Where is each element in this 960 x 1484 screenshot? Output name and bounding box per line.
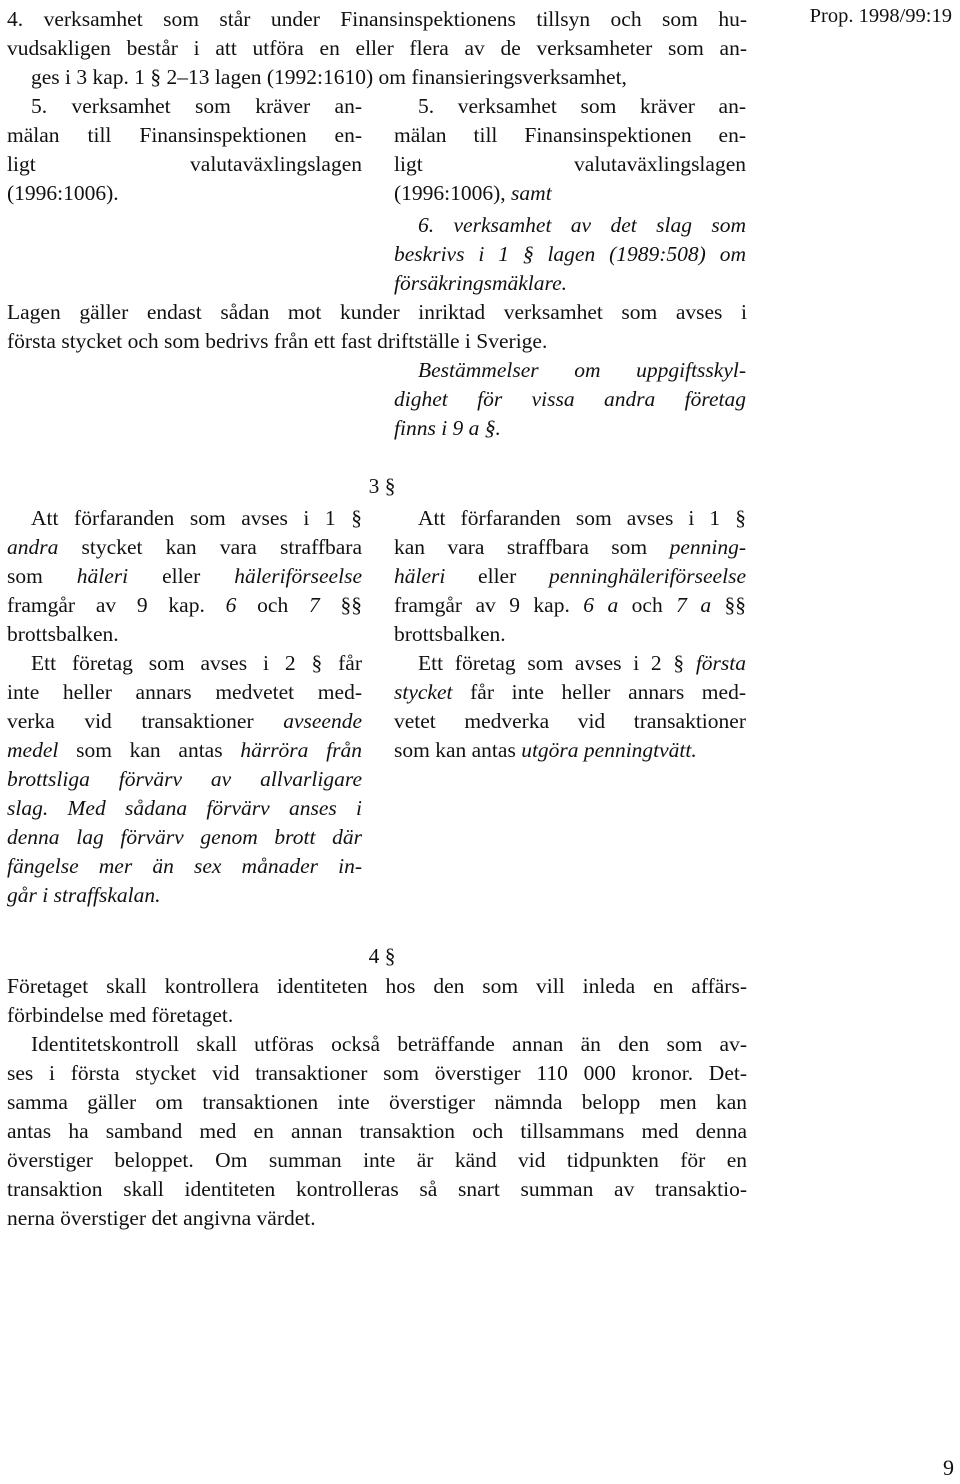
text-line: ligt valutaväxlingslagen <box>7 152 362 176</box>
text-line <box>7 620 362 649</box>
text-run-italic: medel <box>7 738 59 762</box>
text-line: 6. verksamhet av det slag som <box>418 213 746 237</box>
text-line <box>394 591 746 620</box>
text-line <box>394 504 746 533</box>
text-line: 5. verksamhet som kräver an- <box>418 94 746 118</box>
right-item-6 <box>394 211 746 298</box>
text-run-italic: 6 <box>225 593 237 617</box>
text-line: Företaget skall kontrollera identiteten hos den som vill inleda en affärs- <box>7 974 747 998</box>
text-run: som <box>7 564 77 588</box>
text-line <box>7 562 362 591</box>
text-run: inte heller annars medvetet med- <box>7 680 362 704</box>
text-line: (1996:1006). <box>7 181 119 205</box>
text-run: vetet medverka vid transaktioner <box>394 709 746 733</box>
text-line: Bestämmelser om uppgiftsskyl- <box>418 358 746 382</box>
text-run: får inte heller annars med- <box>452 680 746 704</box>
text-run: som kan antas <box>58 738 241 762</box>
right-note <box>394 356 746 443</box>
text-run: §§ <box>711 593 747 617</box>
section-3-right-column <box>394 504 746 765</box>
text-run: brottsbalken. <box>7 622 119 646</box>
text-run-italic: 7 <box>308 593 320 617</box>
text-run: Ett företag som avses i 2 § får <box>31 651 362 675</box>
scope-paragraph <box>7 298 747 356</box>
text-run: kan vara straffbara som <box>394 535 670 559</box>
text-run-italic: häleriförseelse <box>234 564 362 588</box>
text-line <box>394 179 746 208</box>
section-4-body <box>7 972 747 1233</box>
text-run-italic: avseende <box>283 709 362 733</box>
text-run-italic: samt <box>511 181 552 205</box>
text-line <box>394 736 746 765</box>
text-line <box>7 736 362 765</box>
text-run-italic: stycket <box>394 680 453 704</box>
text-line: första stycket och som bedrivs från ett fast driftställe i Sverige. <box>7 329 548 353</box>
text-line: 5. verksamhet som kräver an- <box>31 94 362 118</box>
text-run-italic: 7 a <box>676 593 712 617</box>
text-line <box>394 620 746 649</box>
text-line <box>7 649 362 678</box>
text-line <box>7 678 362 707</box>
text-run: verka vid transaktioner <box>7 709 284 733</box>
section-3-left-column <box>7 504 362 910</box>
text-line: samma gäller om transaktionen inte överstiger nämnda belopp men kan <box>7 1090 747 1114</box>
text-line <box>7 823 362 852</box>
text-run-italic: utgöra penningtvätt. <box>521 738 697 762</box>
text-line: beskrivs i 1 § lagen (1989:508) om <box>394 242 746 266</box>
text-line <box>7 707 362 736</box>
text-line: försäkringsmäklare. <box>394 271 567 295</box>
text-run-italic: härröra från <box>240 738 362 762</box>
section-4-heading: 4 § <box>368 944 396 968</box>
text-line <box>7 504 362 533</box>
text-line <box>7 794 362 823</box>
text-line: nerna överstiger det angivna värdet. <box>7 1206 316 1230</box>
text-line <box>394 707 746 736</box>
text-run: och <box>236 593 309 617</box>
text-line: förbindelse med företaget. <box>7 1003 234 1027</box>
text-line: 4. verksamhet som står under Finansinspektionens tillsyn och som hu- <box>7 7 747 31</box>
text-line <box>7 533 362 562</box>
text-line: ges i 3 kap. 1 § 2–13 lagen (1992:1610) om finansieringsverksamhet, <box>31 65 627 89</box>
text-line <box>7 765 362 794</box>
text-run-italic: slag. Med sådana förvärv anses i <box>7 796 362 820</box>
top-paragraph <box>7 5 747 92</box>
right-item-5 <box>394 92 746 208</box>
text-line: transaktion skall identiteten kontrolleras så snart summan av transaktio- <box>7 1177 747 1201</box>
text-run: brottsbalken. <box>394 622 506 646</box>
text-run: Att förfaranden som avses i 1 § <box>418 506 746 530</box>
text-line: mälan till Finansinspektionen en- <box>394 123 746 147</box>
text-run: eller <box>128 564 235 588</box>
text-run: §§ <box>319 593 363 617</box>
text-line: dighet för vissa andra företag <box>394 387 746 411</box>
text-run-italic: fängelse mer än sex månader in- <box>7 854 362 878</box>
text-line: finns i 9 a §. <box>394 416 501 440</box>
text-run-italic: häleri <box>394 564 446 588</box>
text-line: ligt valutaväxlingslagen <box>394 152 746 176</box>
page-number: 9 <box>943 1455 954 1480</box>
text-run: som kan antas <box>394 738 522 762</box>
prop-label: Prop. 1998/99:19 <box>809 5 952 27</box>
text-run: framgår av 9 kap. <box>7 593 226 617</box>
text-line: antas ha samband med en annan transaktion och tillsammans med denna <box>7 1119 747 1143</box>
text-line: ses i första stycket vid transaktioner som överstiger 110 000 kronor. Det- <box>7 1061 747 1085</box>
text-run: eller <box>445 564 549 588</box>
section-3-heading: 3 § <box>368 474 396 498</box>
section-3-right-paragraph-1 <box>394 504 746 649</box>
text-run-italic: går i straffskalan. <box>7 883 161 907</box>
text-run: och <box>618 593 677 617</box>
text-line <box>7 591 362 620</box>
text-run: stycket kan vara straffbara <box>58 535 362 559</box>
text-run-italic: andra <box>7 535 59 559</box>
text-line <box>394 678 746 707</box>
text-line: överstiger beloppet. Om summan inte är känd vid tidpunkten för en <box>7 1148 747 1172</box>
left-item-5 <box>7 92 362 208</box>
text-line <box>394 649 746 678</box>
text-line: Lagen gäller endast sådan mot kunder inriktad verksamhet som avses i <box>7 300 747 324</box>
text-run-italic: denna lag förvärv genom brott där <box>7 825 362 849</box>
text-line <box>394 533 746 562</box>
text-run-italic: penninghäleriförseelse <box>548 564 746 588</box>
text-run-italic: 6 a <box>583 593 619 617</box>
text-run-italic: häleri <box>76 564 129 588</box>
section-3-left-paragraph-2 <box>7 649 362 910</box>
text-run-italic: första <box>695 651 746 675</box>
text-run: (1996:1006), <box>394 181 512 205</box>
section-3-left-paragraph-1 <box>7 504 362 649</box>
text-run: Ett företag som avses i 2 § <box>418 651 696 675</box>
text-run: framgår av 9 kap. <box>394 593 584 617</box>
text-line <box>7 852 362 881</box>
text-run-italic: penning- <box>669 535 746 559</box>
text-run-italic: brottsliga förvärv av allvarligare <box>7 767 362 791</box>
text-line <box>7 881 362 910</box>
text-line: mälan till Finansinspektionen en- <box>7 123 362 147</box>
text-line: Identitetskontroll skall utföras också beträffande annan än den som av- <box>31 1032 747 1056</box>
section-3-right-paragraph-2 <box>394 649 746 765</box>
text-line: vudsakligen består i att utföra en eller flera av de verksamheter som an- <box>7 36 747 60</box>
text-run: Att förfaranden som avses i 1 § <box>31 506 362 530</box>
text-line <box>394 562 746 591</box>
